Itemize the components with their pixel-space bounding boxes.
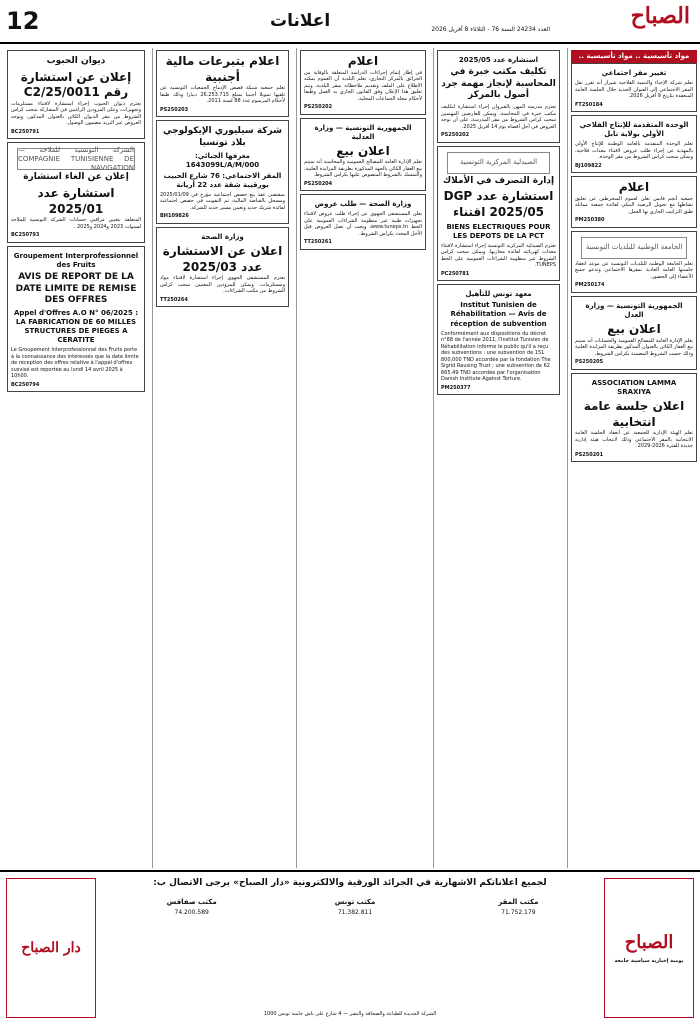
- column-1: [567, 48, 700, 868]
- notice-navigation-cancel: الشركة التونسية للملاحة — COMPAGNIE TUNISIENNE DE NAVIGATION إعلان عن الغاء استشارة استشارة عدد 2025/01 المتعلقة بتعيين مراقبي حسابات الشركة التونسية للملاحة لسنوات 2023 و2024 و2025 . BC250793: [7, 142, 145, 242]
- page-number: 12: [6, 7, 40, 35]
- notice-municipalities: الجامعة الوطنية للبلديات التونسية تعلم الجامعة الوطنية للبلديات التونسية عن موعد انعقاد جلستها العامة العادية بمقرها الاجتماعي وتدعو جميع الأعضاء إلى الحضور. PM250174: [571, 231, 697, 293]
- notice-health-consultation: وزارة الصحة اعلان عن الاستشارة عدد 2025/03 يعتزم المستشفى الجهوي إجراء استشارة لاقتناء مواد ومستلزمات، ويمكن للمزودين المعنيين سحب كراس الشروط من مكتب الشراءات. TT250264: [156, 227, 289, 307]
- notice-rehabilitation-institute: معهد تونس للتأهيل Institut Tunisien de Réhabilitation — Avis de réception de subvention Conformément aux dispositions du décret n°88 de l'année 2011, l'Institut Tunisien de Réhabilitation informe le public qu'il a reçu des subventions : une subvention de 151 800,000 TND accordée par la fondation The Sigrid Rausing Trust ; une subvention de 62 665,49 TND accordée par l'organisation Danish Institute Against Torture. PM250377: [437, 284, 560, 395]
- issue-line: العدد 24234 السنة 76 - الثلاثاء 8 أفريل 2026: [431, 26, 550, 33]
- notice-foreign-donations: اعلام بتبرعات مالية أجنبية تعلم جمعية شبكة قصص الإدماج الجمعيات التونسية عن تلقيها تمويلا أجنبيا بمبلغ 26.253.715 دينارا وذلك طبقا لأحكام المرسوم عدد 88 لسنة 2011. PS250203: [156, 50, 289, 117]
- notice-sale-2: الجمهورية التونسية — وزارة العدلية اعلان بيع تعلم الإدارة العامة للمصالح العمومية والمحاسبة أنه سيتم بيع العقار الكائن بالجهة المذكورة بطريقة المزايدة العلنية، والتمسك بالشروط المنصوص عليها بكراس الشروط. PS250204: [300, 118, 426, 192]
- column-4: [152, 48, 292, 868]
- column-5: [4, 48, 148, 868]
- notice-general-assembly: ASSOCIATION LAMMA SRAXIYA اعلان جلسة عامة انتخابية تعلم الهيئة الإدارية للجمعية عن انعقاد الجلسة العامة الانتخابية بالمقر الاجتماعي وذلك لانتخاب هيئة إدارية جديدة للفترة 2026-2029. PS250201: [571, 373, 697, 462]
- column-banner: مواد تأسيسية .. مواد تأسيسية ..: [571, 50, 697, 63]
- federation-logo: الجامعة الوطنية للبلديات التونسية: [581, 237, 687, 259]
- office-tunis: مكتب تونس 71.382.811: [334, 897, 376, 916]
- footer-slogan: لجميع اعلاناتكم الاشهارية في الجرائد الورقية والالكترونية «دار الصباح» يرجى الاتصال ب:: [153, 878, 547, 888]
- masthead-logo: الصباح: [630, 3, 690, 29]
- notice-grain-office: ديوان الحبوب إعلان عن استشارة رقم 25/0011/C2 يعتزم ديوان الحبوب إجراء استشارة لاقتناء مستلزمات وتجهيزات، وعلى المزودين الراغبين في المشاركة سحب كراس الشروط من مقر الديوان الكائن بالعنوان المذكور، وتوجه العروض عبر البريد مضمون الوصول. BC250791: [7, 50, 145, 139]
- office-sfax: مكتب صفاقس 74.200.589: [166, 897, 217, 916]
- page-footer: [0, 870, 700, 1025]
- notice-fire-safety: اعلام في إطار إتمام إجراءات الدراسة المتعلقة بالوقاية من الحرائق بالمركز التجاري، تعلم البلدية أن العموم يمكنه الاطلاع على الملف وتقديم ملاحظاته بمقر البلدية، ويتم تعليق هذا الإعلان وفق القانون الجاري به العمل وطبقا لأحكام مجلة الجماعات المحلية. PS250202: [300, 50, 426, 115]
- page-header: [0, 0, 700, 44]
- ctn-logo: الشركة التونسية للملاحة — COMPAGNIE TUNISIENNE DE NAVIGATION: [18, 145, 134, 172]
- contact-offices: [110, 898, 600, 917]
- notice-agricultural-unit: الوحدة المتقدمة للإنتاج الفلاحي الأولي بولاية نابل تعلم الوحدة المتقدمة بالعامة الوطنية للإنتاج الأولي بالمهدية عن إجراء طلب عروض لاقتناء معدات فلاحية، ويمكن سحب كراس الشروط من مقر الوحدة. BJ109822: [571, 115, 697, 173]
- notice-company-shares: شركة سيليوري الإيكولوجي بلاد تونسيا معرفها الجبائي: 1643099L/A/M/000 المقر الاجتماعي: 76 شارع الحبيب بورقيبة شقة عدد 22 أريانة بمقتضى عقد بيع حصص اجتماعية مؤرخ في 2025/01/09 ومسجل بالقباضة المالية، تم التفويت في حصص اجتماعية لفائدة شريك جديد وتعيين مسير جديد للشركة. BH109826: [156, 120, 289, 224]
- notice-health-tender: وزارة الصحة — طلب عروض يعلن المستشفى الجهوي عن إجراء طلب عروض لاقتناء تجهيزات طبية عبر منظومة الشراءات العمومية على الخط www.tuneps.tn، ويجب أن تصل العروض قبل الأجل المحدد بكراس الشروط. TT250261: [300, 194, 426, 250]
- notice-association: اعلام جمعية أنجم قابس تعلن لعموم المنخرطين عن تعليق نشاطها مع تحويل الرصيد البنكي لفائدة جمعية مماثلة طبق التراتيب الجاري بها العمل. PM250380: [571, 176, 697, 228]
- section-title: اعلانات: [270, 11, 331, 31]
- notice-sale: الجمهورية التونسية — وزارة العدل اعلان بيع يعلم الإدارة العامة للمصالح العمومية والحسابات أنه سيتم بيع العقار الكائن بالعنوان المذكور بطريقة المزايدة العلنية وذلك حسب الشروط المضمنة بكراس الشروط. PS250205: [571, 296, 697, 370]
- column-3: [296, 48, 429, 868]
- notice-address-change: تغيير مقر اجتماعي تعلم شركة الإحياء والتنمية الفلاحية شيراز أنه تقرر نقل المقر الاجتماعي إلى العنوان الجديد خلال الجلسة العامة المنعقدة بتاريخ 9 أفريل 2026. FT250184: [571, 63, 697, 112]
- publisher-line: الشركة الجديدة للطباعة والصحافة والنشر — 4 شارع علي باش حامبة تونس 1000: [263, 1010, 437, 1017]
- dar-assabah-logo: دار الصباح: [6, 878, 96, 1018]
- column-2: [433, 48, 563, 868]
- notice-fruits-report: Groupement Interprofessionnel des Fruits AVIS DE REPORT DE LA DATE LIMITE DE REMISE DES OFFRES Appel d'Offres A.O N° 06/2025 : LA FABRICATION DE 60 MILLES STRUCTURES DE PIEGES A CERATITE Le Groupement Interprofessionnel des Fruits porte à la connaissance des intéressés que la date limite de réception des offres relative à l'appel d'offres susvisé est reportée au lundi 14 avril 2025 à 10h00. BC250794: [7, 246, 145, 393]
- notice-consultation-audit: استشارة عدد 2025/05 تكليف مكتب خبرة في المحاسبة لإنجاز مهمة جرد أصول بالمركز تعتزم مدرسة المهن بالقيروان إجراء استشارة لتكليف مكتب خبرة في المحاسبة، ويمكن للعارضين المهتمين سحب كراس الشروط من مقر المدرسة، على أن توجه العروض في أجل أقصاه يوم 14 أفريل 2025. PS250202: [437, 50, 560, 143]
- notice-pharmacy-consultation: الصيدلية المركزية التونسية إدارة التصرف في الأملاك استشارة عدد DGP 2025/05 اقتناء BIENS ELECTRIQUES POUR LES DEPOTS DE LA PCT تعتزم الصيدلية المركزية التونسية إجراء استشارة لاقتناء معدات كهربائية لفائدة مخازنها، ويمكن سحب كراس الشروط عبر منظومة الشراءات العمومية على الخط TUNEPS. PC250781: [437, 146, 560, 282]
- masthead-footer-logo: الصباح يومية إخبارية سياسية جامعة: [604, 878, 694, 1018]
- office-hq: مكتب المقر 71.752.179: [498, 897, 539, 916]
- pharmacy-logo: الصيدلية المركزية التونسية: [447, 152, 550, 174]
